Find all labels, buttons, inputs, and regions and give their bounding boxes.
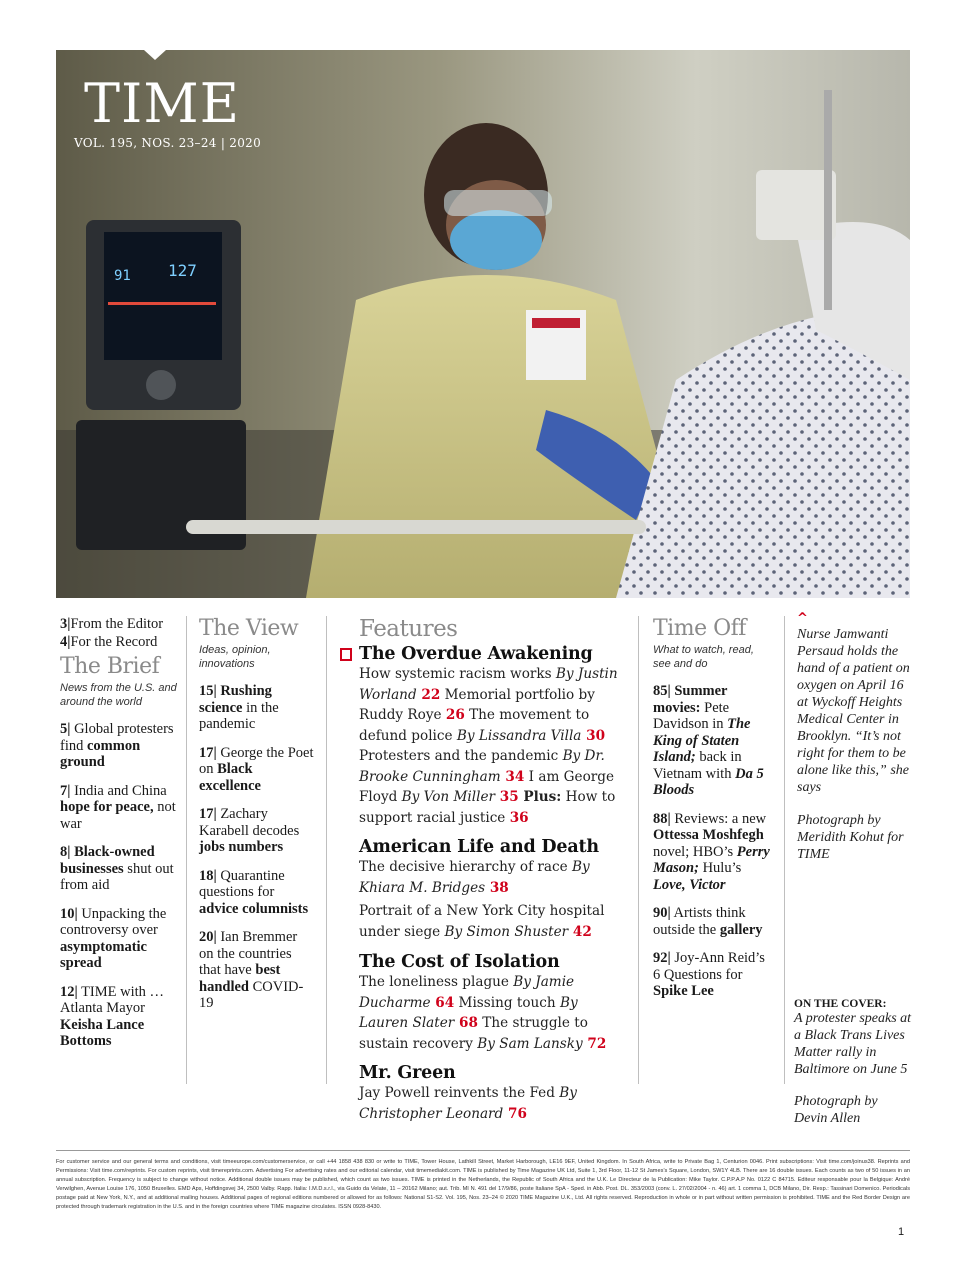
- photo-caption: Nurse Jamwanti Persaud holds the hand of a patient on oxygen on April 16 at Wyckoff Heights Medical Center in Brooklyn. “It’s not right for them to be alone like this,” she says: [797, 627, 910, 795]
- brief-entry[interactable]: 8| Black-owned businesses shut out from aid: [60, 844, 174, 893]
- page-number-ref: 64: [430, 994, 455, 1011]
- text-run: By Lissandra Villa: [456, 727, 582, 744]
- caret-up-icon: ^: [797, 611, 808, 626]
- photo-credit: Photograph by Meridith Kohut for TIME: [797, 813, 904, 862]
- text-run: How systemic racism works: [359, 666, 556, 682]
- cover-text: A protester speaks at a Black Trans Lives Matter rally in Baltimore on June 5: [794, 1011, 912, 1077]
- timeoff-column: [653, 616, 773, 1000]
- fine-print: For customer service and our general terms and conditions, visit timeeurope.com/customerservice, or call +44 1858 438 830 or write to TIME, Tower House, Lathkill Street, Market Harborough, LE16 9EF, United Kingdom. In South Africa, write to Private Bag 1, Centurion 0046. Print subscriptions: Visit time.com/joinus38. Reprints and Permissions: Visit time.com/reprints. For custom reprints, visit timereprints.com. Advertising For advertising rates and our editorial calendar, visit timemediakit.com. TIME is published by Time Magazine UK Ltd, Suite 1, 3rd Floor, 11-12 St James’s Square, London, SW1Y 4LB. There are 16 double issues. Each counts as two of 50 issues in an annual subscription. Frequency is subject to change without notice. Additional double issues may be published, which count as two issues. TIME is printed in the Netherlands, the Republic of South Africa and the U.K. Le Directeur de la Publication: Mike Taylor. C.P.P.A.P No. 0122 C 84715. Editeur responsable pour la Belgique: André Verwilghen, Avenue Louise 176, 1050 Bruxelles. EMD Aps, Hoffdingsvej 34, 2500 Valby. Rapp. Italia: I.M.D.s.r.l., via Guido da Velate, 11 – 20162 Milano; aut. Trib. MI N. 491 del 17/9/86, poste Italiane SpA - Sped. in Abb. Post. DL. 353/2003 (conv. L. 27/02/2004 - n. 46) art. 1 comma 1, DCB Milano, Dir. Resp.: Tassinari Domenico. Periodicals postage paid at New York, N.Y., and at additional mailing houses. Additional pages of regional editions numbered or allowed for as follows: National S1-S2. Vol. 195, Nos. 23–24 © 2020 TIME Magazine U.K., Ltd. All rights reserved. Reproduction in whole or in part without written permission is prohibited. TIME and the Red Border Design are protected through trademark registration in the U.S. and in the foreign countries where TIME magazine circulates. ISSN 0928-8430.: [56, 1159, 910, 1210]
- feature-headline: American Life and Death: [359, 837, 599, 857]
- text-run: By Khiara M. Bridges: [359, 859, 590, 896]
- view-subtitle: Ideas, opinion, innovations: [199, 644, 271, 670]
- cover-credit: Photograph by Devin Allen: [794, 1094, 878, 1126]
- brief-subtitle: News from the U.S. and around the world: [60, 682, 177, 708]
- column-divider: [784, 616, 785, 1084]
- feature-story[interactable]: [340, 952, 628, 1054]
- text-run: Da 5 Bloods: [653, 765, 764, 798]
- text-run: By Justin Worland: [359, 666, 618, 703]
- text-run: By Dr. Brooke Cunningham: [359, 748, 605, 785]
- text-run: Love, Victor: [653, 876, 726, 893]
- feature-body: [359, 972, 628, 1054]
- red-border-square-icon: [340, 648, 352, 661]
- text-run: By Lauren Slater: [359, 994, 578, 1031]
- feature-story[interactable]: [340, 1063, 628, 1124]
- brief-entry[interactable]: 5| Global protesters find common ground: [60, 721, 174, 770]
- separator-bar: |: [667, 950, 671, 966]
- text-run: back in Vietnam with: [653, 749, 742, 782]
- entry-page-number: 90: [653, 905, 668, 921]
- svg-text:91: 91: [114, 268, 131, 284]
- text-run: The movement to defund police: [359, 707, 590, 744]
- separator-bar: |: [667, 905, 671, 921]
- text-run: Joy-Ann Reid’s 6 Questions for: [653, 950, 765, 983]
- page-number-ref: 30: [581, 727, 606, 744]
- timeoff-entry[interactable]: [653, 683, 773, 799]
- features-column: [340, 616, 628, 1124]
- svg-text:127: 127: [168, 261, 197, 280]
- separator-bar: |: [667, 683, 671, 699]
- text-run: I am George Floyd: [359, 768, 615, 805]
- page-number-ref: 76: [503, 1105, 527, 1122]
- feature-headline: The Cost of Isolation: [359, 952, 560, 972]
- page-number-ref: 34: [500, 768, 525, 785]
- timeoff-entry[interactable]: [653, 950, 773, 1000]
- brief-entry[interactable]: 7| India and China hope for peace, not war: [60, 782, 176, 832]
- view-entry[interactable]: 15| Rushing science in the pandemic: [199, 683, 279, 732]
- text-run: By Jamie Ducharme: [359, 974, 575, 1011]
- footer-rule: [56, 1150, 910, 1151]
- time-masthead: TIME: [84, 72, 241, 135]
- feature-body: [359, 901, 628, 942]
- feature-headline: Mr. Green: [359, 1063, 456, 1083]
- separator-bar: |: [667, 810, 671, 827]
- volume-line: VOL. 195, NOS. 23–24 | 2020: [74, 136, 262, 150]
- text-run: Summer movies:: [653, 683, 728, 716]
- features-title: Features: [359, 616, 458, 642]
- cover-label: ON THE COVER:: [794, 998, 887, 1010]
- view-entry[interactable]: 17| Zachary Karabell decodes jobs numbers: [199, 806, 300, 855]
- page-number-ref: 26: [445, 707, 465, 723]
- feature-story[interactable]: [340, 837, 628, 942]
- column-divider: [638, 616, 639, 1084]
- text-run: Plus:: [518, 789, 562, 805]
- caption-column: [794, 611, 912, 1126]
- entry-page-number: 85: [653, 683, 668, 699]
- view-column: [199, 616, 315, 1012]
- text-run: The loneliness plague: [359, 974, 514, 990]
- timeoff-entry[interactable]: [653, 811, 773, 894]
- entry-page-number: 88: [653, 810, 668, 827]
- view-entry[interactable]: 18| Quarantine questions for advice columnists: [199, 867, 309, 917]
- text-run: By Christopher Leonard: [359, 1085, 577, 1122]
- timeoff-subtitle: What to watch, read, see and do: [653, 644, 754, 670]
- text-run: Spike Lee: [653, 983, 714, 999]
- feature-headline: The Overdue Awakening: [359, 644, 593, 664]
- brief-entry[interactable]: 12| TIME with … Atlanta Mayor Keisha Lance Bottoms: [60, 983, 165, 1049]
- photo-notch: [144, 50, 166, 60]
- view-title: The View: [199, 616, 299, 641]
- text-run: Artists think outside the: [653, 905, 746, 938]
- feature-body: [359, 857, 628, 898]
- column-divider: [326, 616, 327, 1084]
- text-run: novel; HBO’s: [653, 843, 737, 860]
- front-item[interactable]: 4|For the Record: [60, 634, 158, 650]
- front-item[interactable]: 3|From the Editor: [60, 616, 164, 632]
- brief-title: The Brief: [60, 654, 160, 679]
- brief-column: [60, 616, 182, 1050]
- page-number-ref: 35: [495, 789, 519, 805]
- text-run: Jay Powell reinvents the Fed: [359, 1085, 560, 1101]
- view-entry[interactable]: 17| George the Poet on Black excellence: [199, 744, 314, 794]
- page-number-ref: 72: [582, 1035, 607, 1052]
- text-run: Ottessa Moshfegh: [653, 827, 764, 843]
- timeoff-entry[interactable]: [653, 905, 773, 938]
- text-run: Missing touch: [454, 994, 560, 1011]
- text-run: The decisive hierarchy of race: [359, 859, 572, 875]
- page-number-ref: 68: [454, 1015, 478, 1031]
- page-number-ref: 36: [509, 809, 529, 826]
- text-run: The King of Staten Island;: [653, 716, 751, 765]
- view-entry[interactable]: 20| Ian Bremmer on the countries that have best handled COVID-19: [199, 929, 304, 1011]
- text-run: By Sam Lansky: [477, 1035, 583, 1052]
- text-run: The struggle to sustain recovery: [359, 1015, 588, 1052]
- text-run: Portrait of a New York City hospital under siege: [359, 903, 605, 940]
- feature-body: [359, 664, 628, 828]
- brief-entry[interactable]: 10| Unpacking the controversy over asymptomatic spread: [60, 905, 167, 971]
- page-number: 1: [898, 1226, 905, 1238]
- page-number-ref: 38: [485, 879, 509, 896]
- text-run: Pete Davidson in: [653, 699, 730, 732]
- page-number-ref: 42: [568, 923, 592, 940]
- cover-photo: [56, 50, 910, 598]
- feature-story[interactable]: [340, 644, 628, 828]
- timeoff-title: Time Off: [653, 616, 746, 641]
- entry-page-number: 92: [653, 950, 668, 966]
- text-run: Perry Mason;: [653, 843, 770, 876]
- text-run: Reviews: a new: [670, 810, 767, 827]
- text-run: Memorial portfolio by Ruddy Roye: [359, 686, 595, 723]
- text-run: By Von Miller: [401, 789, 495, 805]
- text-run: Protesters and the pandemic: [359, 748, 563, 764]
- column-divider: [186, 616, 187, 1084]
- text-run: Hulu’s: [698, 860, 742, 876]
- cover-note: [794, 998, 912, 1127]
- text-run: How to support racial justice: [359, 789, 616, 826]
- page-number-ref: 22: [416, 686, 441, 703]
- vital-monitor: [76, 220, 246, 550]
- text-run: By Simon Shuster: [444, 923, 569, 940]
- feature-body: [359, 1083, 628, 1124]
- text-run: gallery: [719, 921, 763, 938]
